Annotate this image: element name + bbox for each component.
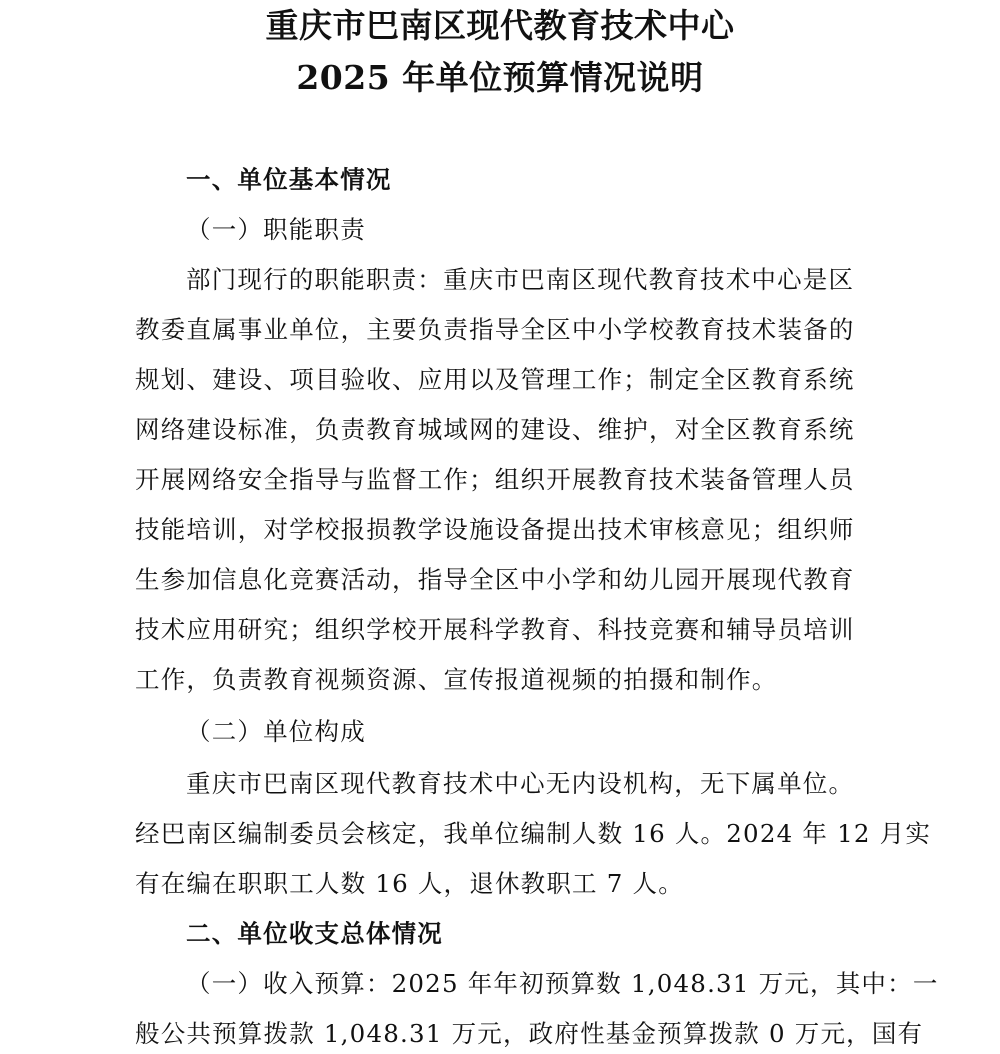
section-heading-basic-info: 一、单位基本情况 (186, 165, 392, 194)
document-title-line-1: 重庆市巴南区现代教育技术中心 (265, 6, 735, 45)
paragraph-duties-line: 教委直属事业单位，主要负责指导全区中小学校教育技术装备的 (135, 315, 855, 344)
paragraph-duties-line: 工作，负责教育视频资源、宣传报道视频的拍摄和制作。 (135, 665, 778, 694)
document-title-line-2: 2025 年单位预算情况说明 (296, 58, 704, 97)
paragraph-income-line: （一）收入预算：2025 年年初预算数 1,048.31 万元，其中：一 (186, 969, 939, 998)
section-heading-income-expense: 二、单位收支总体情况 (186, 919, 443, 948)
subsection-heading-duties: （一）职能职责 (186, 215, 366, 244)
paragraph-duties-line: 技术应用研究；组织学校开展科学教育、科技竞赛和辅导员培训 (135, 615, 855, 644)
paragraph-income-line: 般公共预算拨款 1,048.31 万元，政府性基金预算拨款 0 万元，国有 (135, 1019, 924, 1048)
subsection-heading-composition: （二）单位构成 (186, 717, 366, 746)
paragraph-composition-line: 有在编在职职工人数 16 人，退休教职工 7 人。 (135, 869, 684, 898)
paragraph-duties-line: 规划、建设、项目验收、应用以及管理工作；制定全区教育系统 (135, 365, 855, 394)
paragraph-duties-line: 部门现行的职能职责：重庆市巴南区现代教育技术中心是区 (186, 265, 855, 294)
paragraph-duties-line: 技能培训，对学校报损教学设施设备提出技术审核意见；组织师 (135, 515, 855, 544)
paragraph-composition-line: 重庆市巴南区现代教育技术中心无内设机构，无下属单位。 (186, 769, 855, 798)
paragraph-composition-line: 经巴南区编制委员会核定，我单位编制人数 16 人。2024 年 12 月实 (135, 819, 932, 848)
paragraph-duties-line: 网络建设标准，负责教育城域网的建设、维护，对全区教育系统 (135, 415, 855, 444)
paragraph-duties-line: 开展网络安全指导与监督工作；组织开展教育技术装备管理人员 (135, 465, 855, 494)
paragraph-duties-line: 生参加信息化竞赛活动，指导全区中小学和幼儿园开展现代教育 (135, 565, 855, 594)
